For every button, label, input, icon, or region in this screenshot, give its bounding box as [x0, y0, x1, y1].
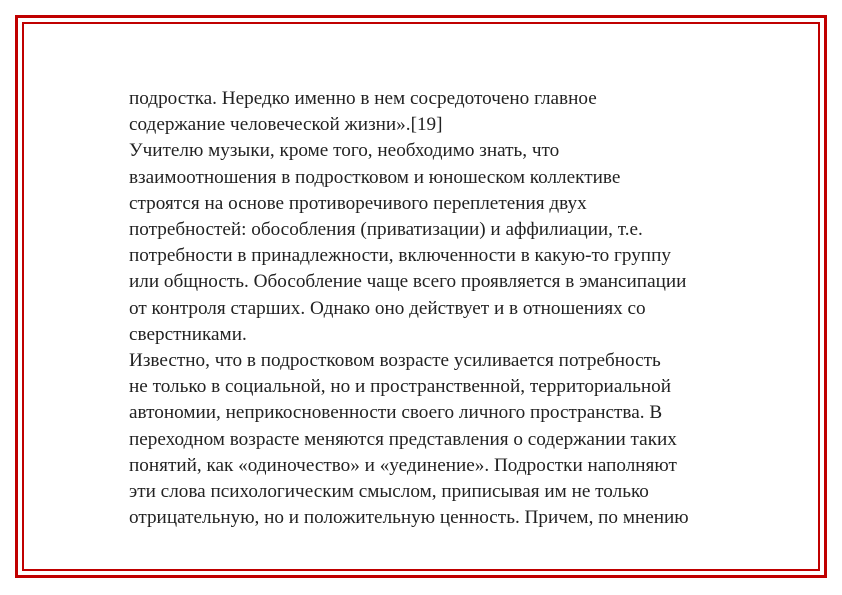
text-line: не только в социальной, но и пространственной, территориальной: [129, 376, 671, 398]
text-line: переходном возрасте меняются представления о содержании таких: [129, 428, 677, 450]
text-line: автономии, неприкосновенности своего личного пространства. В: [129, 402, 663, 424]
text-line: понятий, как «одиночество» и «уединение». Подростки наполняют: [129, 454, 677, 476]
body-text: [129, 86, 769, 531]
text-line: взаимоотношения в подростковом и юношеском коллективе: [129, 166, 621, 188]
text-line: сверстниками.: [129, 323, 247, 345]
text-line: от контроля старших. Однако оно действует и в отношениях со: [129, 297, 646, 319]
text-line: строятся на основе противоречивого переплетения двух: [129, 192, 587, 214]
text-line: Известно, что в подростковом возрасте усиливается потребность: [129, 350, 661, 372]
text-line: эти слова психологическим смыслом, приписывая им не только: [129, 481, 649, 503]
text-line: или общность. Обособление чаще всего проявляется в эмансипации: [129, 271, 687, 293]
text-line: содержание человеческой жизни».[19]: [129, 114, 443, 136]
text-line: отрицательную, но и положительную ценность. Причем, по мнению: [129, 507, 689, 529]
text-line: Учителю музыки, кроме того, необходимо знать, что: [129, 140, 560, 162]
text-line: подростка. Нередко именно в нем сосредоточено главное: [129, 88, 597, 109]
text-line: потребностей: обособления (приватизации) и аффилиации, т.е.: [129, 219, 643, 241]
text-line: потребности в принадлежности, включенности в какую-то группу: [129, 245, 671, 267]
